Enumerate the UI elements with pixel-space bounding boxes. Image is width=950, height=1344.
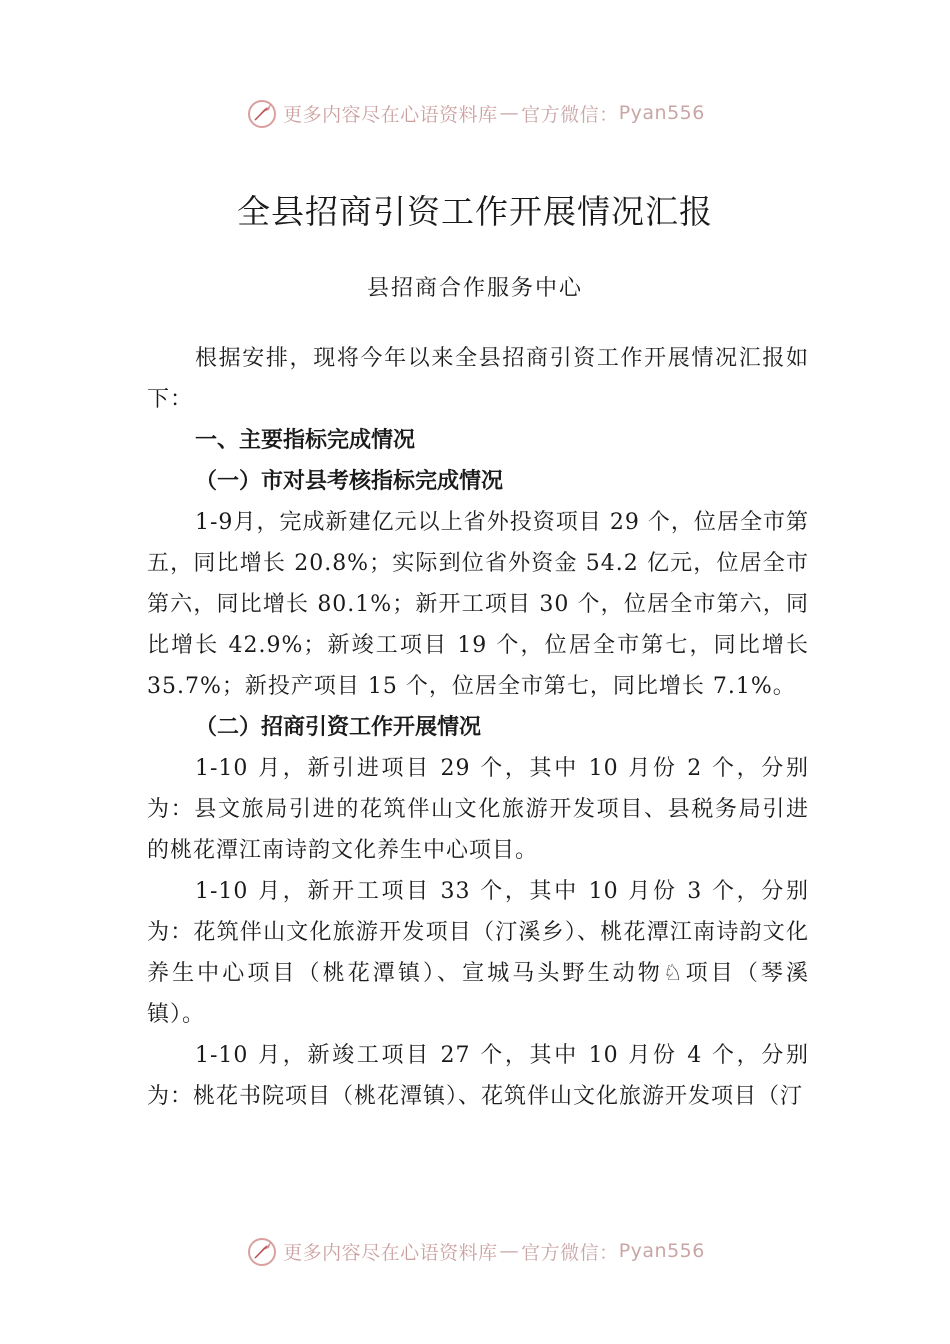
watermark-footer <box>0 1234 950 1268</box>
watermark-main-text: 更多内容尽在心语资料库 <box>283 103 498 126</box>
feather-logo-icon <box>245 96 279 130</box>
watermark-account: Pyan556 <box>618 1240 705 1262</box>
watermark-label: 官方微信： <box>521 1241 619 1264</box>
watermark-separator: — <box>499 1240 520 1262</box>
document-body <box>147 338 809 1117</box>
watermark-main-text: 更多内容尽在心语资料库 <box>283 1241 498 1264</box>
intro-paragraph: 根据安排，现将今年以来全县招商引资工作开展情况汇报如下： <box>147 346 809 412</box>
watermark-account: Pyan556 <box>618 102 705 124</box>
subsection-heading: （二）招商引资工作开展情况 <box>195 715 482 740</box>
new-starts-paragraph: 1-10 月，新开工项目 33 个，其中 10 月份 3 个，分别为：花筑伴山文化旅游开发项目（汀溪乡）、桃花潭江南诗韵文化养生中心项目（桃花潭镇）、宣城马头野生动物♘项目（琴溪镇）。 <box>147 879 809 1027</box>
completed-paragraph: 1-10 月，新竣工项目 27 个，其中 10 月份 4 个，分别为：桃花书院项目（桃花潭镇）、花筑伴山文化旅游开发项目（汀 <box>147 1043 809 1109</box>
document-author: 县招商合作服务中心 <box>366 276 583 301</box>
document-title: 全县招商引资工作开展情况汇报 <box>237 192 713 231</box>
watermark-separator: — <box>499 102 520 124</box>
indicators-paragraph: 1-9月，完成新建亿元以上省外投资项目 29 个，位居全市第五，同比增长 20.8%；实际到位省外资金 54.2 亿元，位居全市第六，同比增长 80.1%；新开工项目 30 个，位居全市第六，同比增长 42.9%；新竣工项目 19 个，位居全市第七，同比增长 35.7%；新投产项目 15 个，位居全市第七，同比增长 7.1%。 <box>147 510 809 699</box>
subsection-heading: （一）市对县考核指标完成情况 <box>195 469 504 494</box>
watermark-header <box>0 96 950 130</box>
watermark-label: 官方微信： <box>521 103 619 126</box>
new-projects-paragraph: 1-10 月，新引进项目 29 个，其中 10 月份 2 个，分别为：县文旅局引进的花筑伴山文化旅游开发项目、县税务局引进的桃花潭江南诗韵文化养生中心项目。 <box>147 756 809 863</box>
feather-logo-icon <box>245 1234 279 1268</box>
section-heading: 一、主要指标完成情况 <box>195 428 416 453</box>
